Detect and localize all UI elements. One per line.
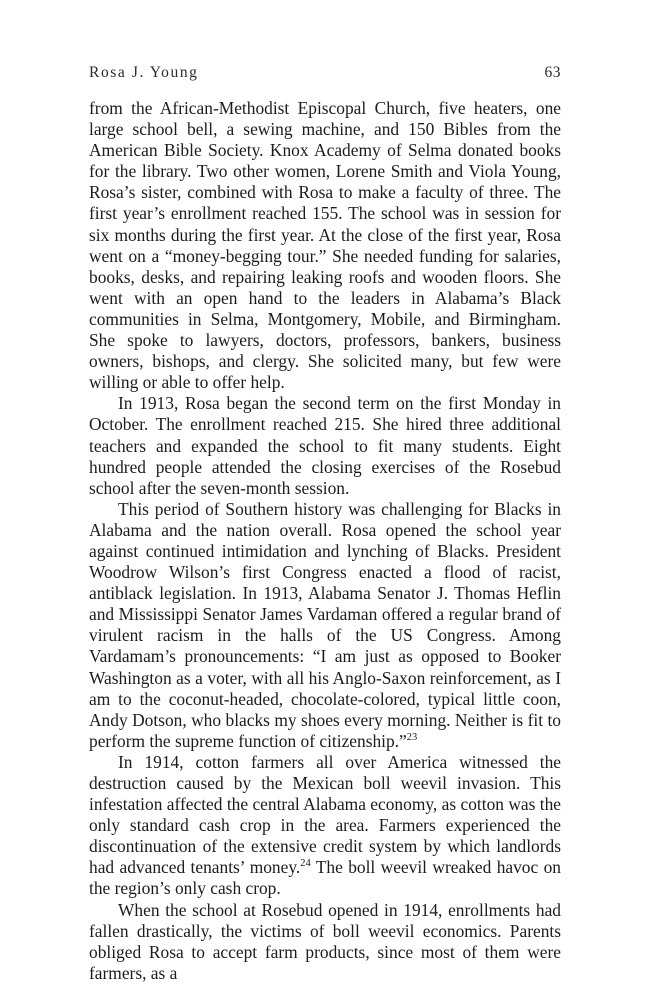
paragraph-2	[89, 393, 561, 498]
paragraph-text: In 1914, cotton farmers all over America witnessed the destruction caused by the Mexican boll weevil invasion. This infestation affected the central Alabama economy, as cotton was the only standard cash crop in the area. Farmers experienced the discontinuation of the extensive credit system by which landlords had advanced tenants’ money.	[89, 751, 561, 878]
page-number: 63	[544, 64, 561, 81]
paragraph-text: This period of Southern history was challenging for Blacks in Alabama and the nation overall. Rosa opened the school year against continued intimidation and lynching of Blacks. President Woodrow Wilson’s first Congress enacted a flood of racist, antiblack legislation. In 1913, Alabama Senator J. Thomas Heflin and Mississippi Senator James Vardaman offered a regular brand of virulent racism in the halls of the US Congress. Among Vardamam’s pronouncements: “I am just as opposed to Booker Washington as a voter, with all his Anglo-Saxon reinforcement, as I am to the coconut-headed, chocolate-colored, typical little coon, Andy Dotson, who blacks my shoes every morning. Neither is fit to perform the supreme function of citizenship.”	[89, 498, 561, 751]
paragraph-text: from the African-Methodist Episcopal Church, five heaters, one large school bell, a sewing machine, and 150 Bibles from the American Bible Society. Knox Academy of Selma donated books for the library. Two other women, Lorene Smith and Viola Young, Rosa’s sister, combined with Rosa to make a faculty of three. The first year’s enrollment reached 155. The school was in session for six months during the first year. At the close of the first year, Rosa went on a “money-begging tour.” She needed funding for salaries, books, desks, and repairing leaking roofs and wooden floors. She went with an open hand to the leaders in Alabama’s Black communities in Selma, Montgomery, Mobile, and Birmingham. She spoke to lawyers, doctors, professors, bankers, business owners, bishops, and clergy. She solicited many, but few were willing or able to offer help.	[89, 98, 561, 393]
footnote-reference[interactable]: 24	[300, 858, 311, 870]
paragraph-text: In 1913, Rosa began the second term on the first Monday in October. The enrollment reached 215. She hired three additional teachers and expanded the school to fit many students. Eight hundred people attended the closing exercises of the Rosebud school after the seven-month session.	[89, 393, 561, 498]
paragraph-text: When the school at Rosebud opened in 1914, enrollments had fallen drastically, the victims of boll weevil economics. Parents obliged Rosa to accept farm products, since most of them were farmers, as a	[89, 899, 561, 983]
running-title: Rosa J. Young	[89, 64, 199, 81]
running-header	[89, 64, 561, 90]
paragraph-5	[89, 900, 561, 984]
body-text	[89, 98, 561, 984]
paragraph-3	[89, 499, 561, 752]
paragraph-text-continued: The boll weevil wreaked havoc on the region’s only cash crop.	[89, 857, 562, 899]
paragraph-4	[89, 752, 561, 900]
paragraph-1	[89, 98, 561, 393]
footnote-reference[interactable]: 23	[406, 732, 418, 744]
book-page	[89, 64, 561, 984]
